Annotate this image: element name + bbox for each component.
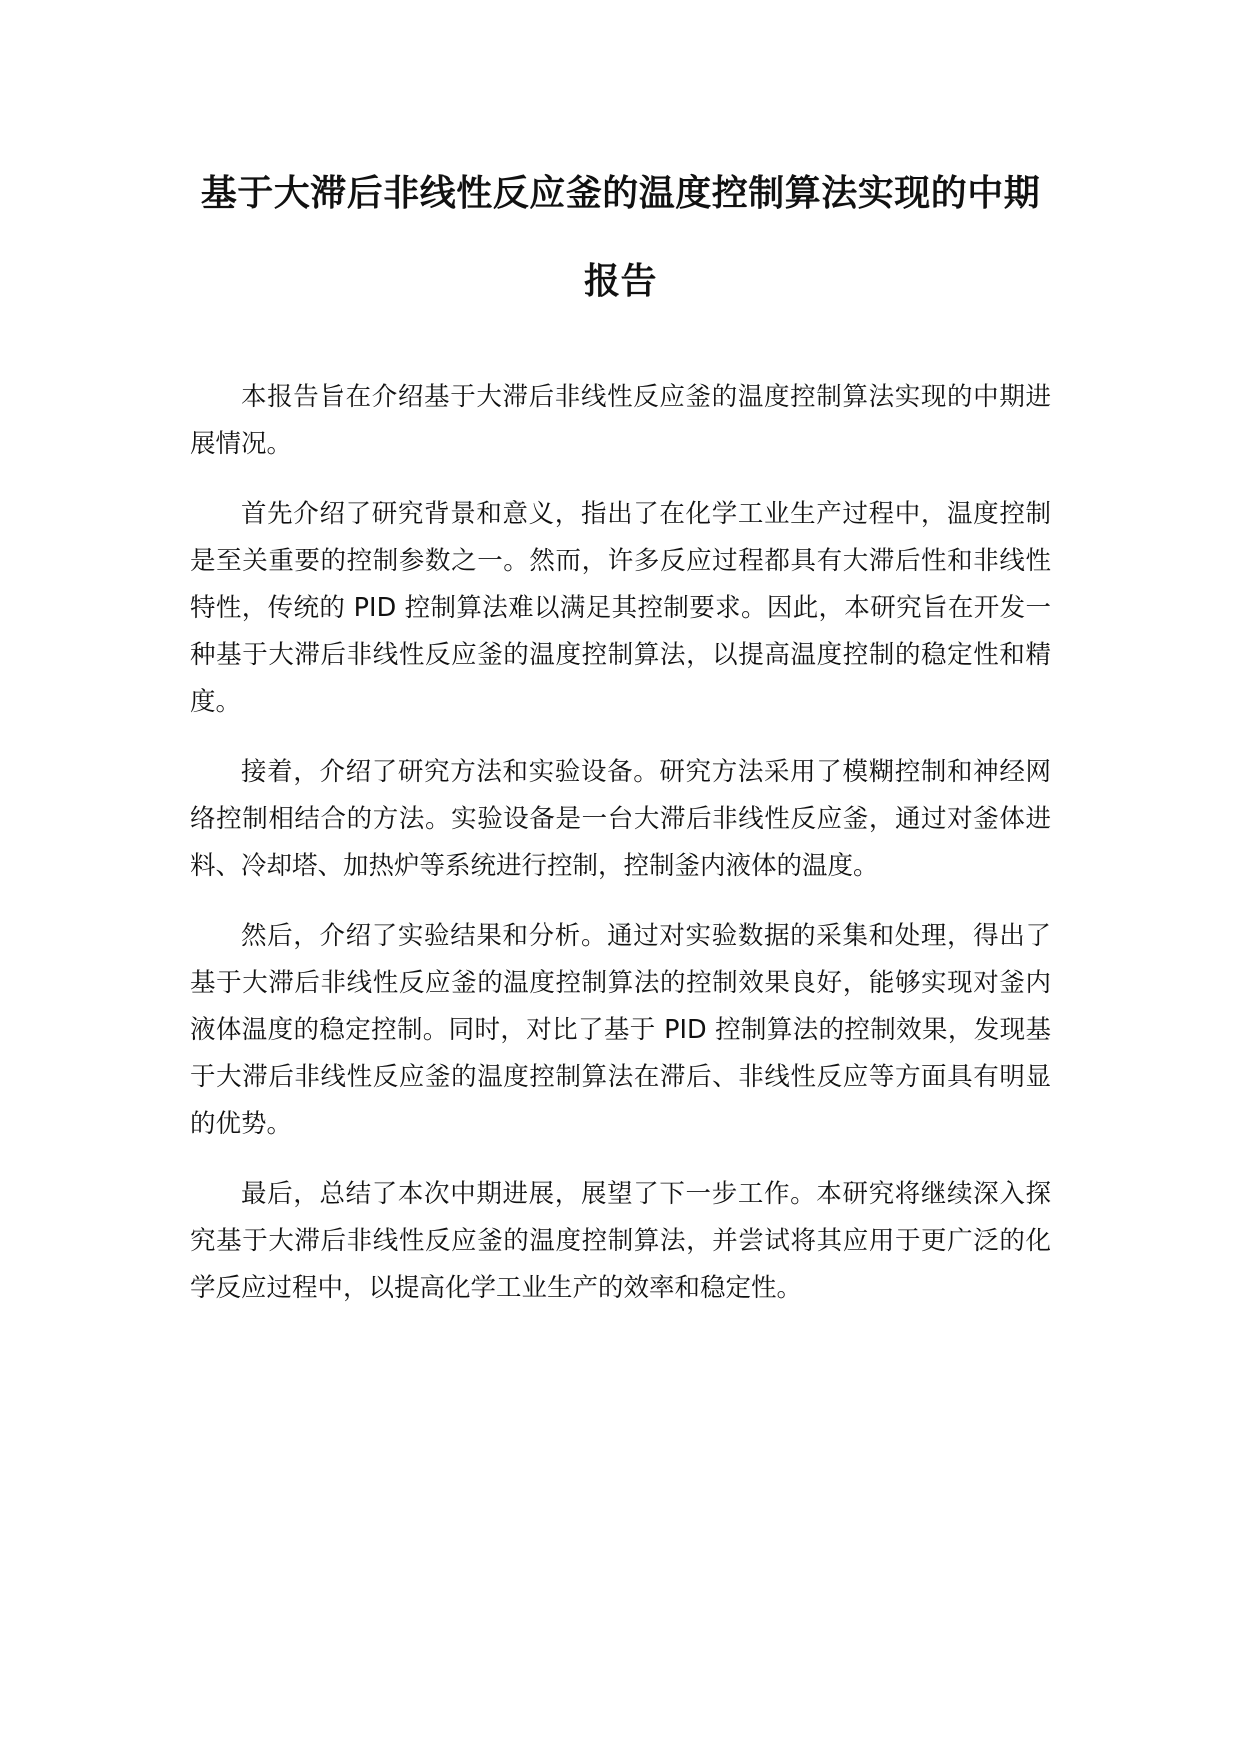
paragraph-intro: 本报告旨在介绍基于大滞后非线性反应釜的温度控制算法实现的中期进展情况。	[190, 382, 1051, 459]
paragraph-background: 首先介绍了研究背景和意义，指出了在化学工业生产过程中，温度控制是至关重要的控制参数之一。然而，许多反应过程都具有大滞后性和非线性特性，传统的 PID 控制算法难以满足其控制要求。因此，本研究旨在开发一种基于大滞后非线性反应釜的温度控制算法，以提高温度控制的稳定性和精度。	[190, 499, 1051, 717]
paragraph-conclusion: 最后，总结了本次中期进展，展望了下一步工作。本研究将继续深入探究基于大滞后非线性反应釜的温度控制算法，并尝试将其应用于更广泛的化学反应过程中，以提高化学工业生产的效率和稳定性。	[190, 1179, 1051, 1303]
paragraph-results: 然后，介绍了实验结果和分析。通过对实验数据的采集和处理，得出了基于大滞后非线性反应釜的温度控制算法的控制效果良好，能够实现对釜内液体温度的稳定控制。同时，对比了基于 PID 控制算法的控制效果，发现基于大滞后非线性反应釜的温度控制算法在滞后、非线性反应等方面具有明显的优势。	[190, 921, 1051, 1139]
paragraph-methods: 接着，介绍了研究方法和实验设备。研究方法采用了模糊控制和神经网络控制相结合的方法。实验设备是一台大滞后非线性反应釜，通过对釜体进料、冷却塔、加热炉等系统进行控制，控制釜内液体的温度。	[190, 757, 1051, 881]
document-title: 基于大滞后非线性反应釜的温度控制算法实现的中期报告	[200, 173, 1041, 302]
document-body	[190, 374, 1051, 1335]
